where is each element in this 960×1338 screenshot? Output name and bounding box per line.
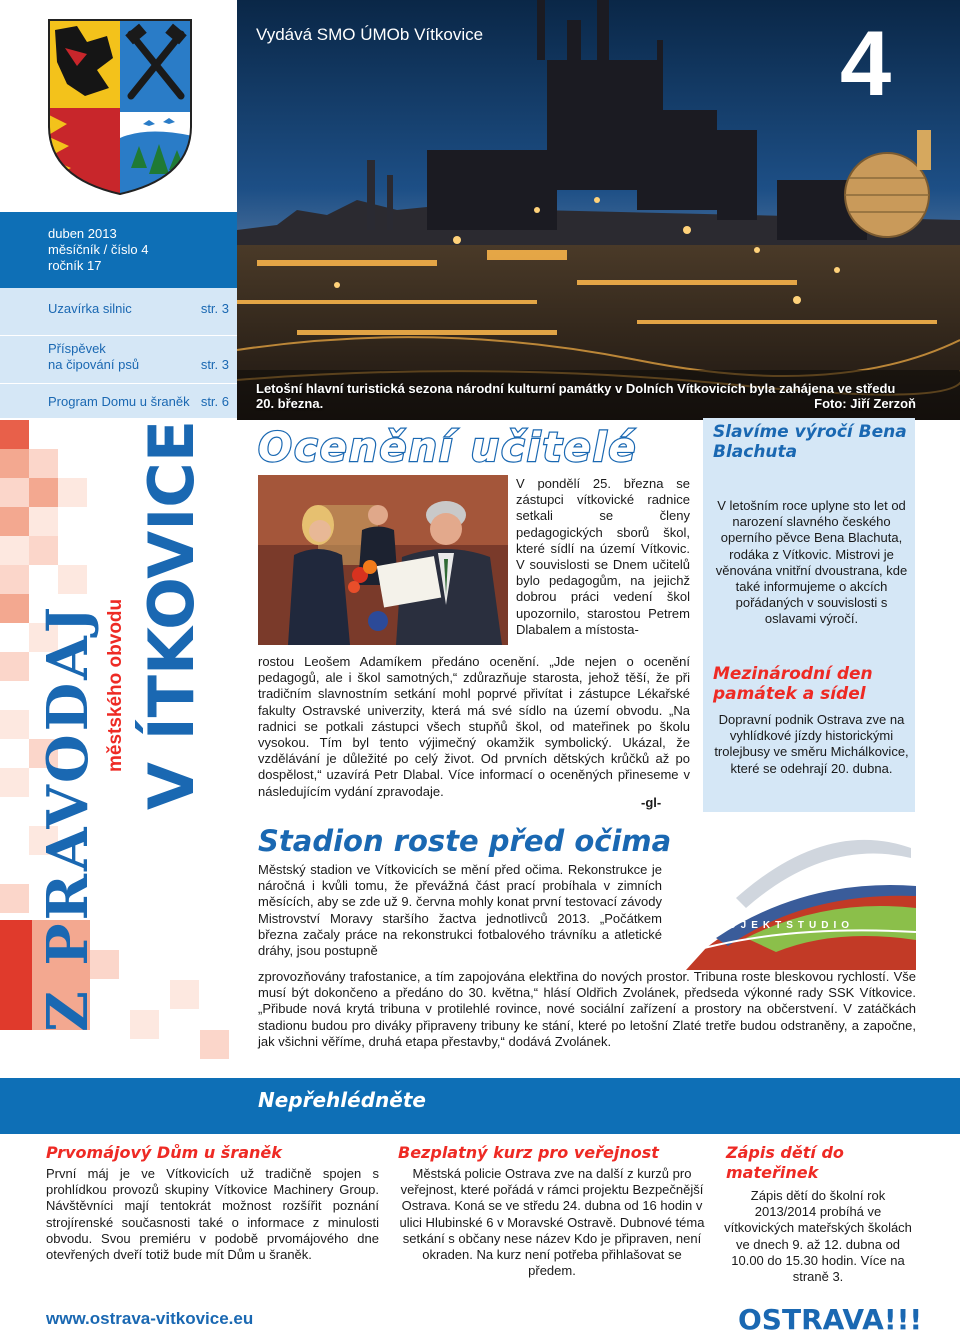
masthead-zpravodaj [35,432,101,1032]
stadium-paragraph-2: zprovozňovány trafostanice, a tím zapojována elektřina do nových prostor. Tribuna roste bleskovou rychlostí. Vše musí být dokončeno a předáno do 30. května,“ hlásí Oldřich Zvolánek, předseda výkonné rady SSK Vítkovice. „Přibude nová krytá tribuna v protilehlé rovince, nové sociální zařízení a prostory na občerstvení. V zatáčkách stadionu budou pro diváky připraveny tribuny ke stání, které po letošní Zlaté tretře budou odstraněny, a započne, jak všichni věříme, druhá etapa přestavby,“ dodává Zvolánek. [258,969,916,1049]
section-band [0,1078,960,1134]
mosaic-square [0,710,29,739]
toc-item-program[interactable] [0,384,237,418]
masthead-panel [0,420,237,1070]
website-link[interactable]: www.ostrava-vitkovice.eu [46,1309,254,1328]
toc-item-cipovani[interactable] [0,336,237,384]
mosaic-square [0,652,29,681]
mosaic-square [0,536,29,565]
bottom-text-zapis: Zápis dětí do školní rok 2013/2014 probíhá ve vítkovických mateřských školách ve dnech 9. až 12. dubna od 10.00 do 15.30 hodin. Více na straně 3. [724,1188,912,1285]
coat-of-arms-panel [0,0,237,212]
toc-item-title: Uzavírka silnic [48,301,132,316]
issue-info-box [0,212,237,288]
mosaic-square [0,478,29,507]
issue-volume: ročník 17 [48,258,102,273]
stadium-paragraph-1: Městský stadion ve Vítkovicích se mění před očima. Rekonstrukce je náročná i kvůli tomu, že převážná část prací probíhala v zimních měsících, aby se zde už 9. června mohly konat první testovací závody Mistrovství Moravy staršího žactva jednotlivců 2013. „Počátkem března začaly práce na rekonstrukci fotbalového trávníku a atletické dráhy, jsou postupně [258,862,662,959]
issue-periodicity: měsíčník / číslo 4 [48,242,149,257]
toc-item-uzavirka[interactable] [0,288,237,336]
toc-item-page: str. 3 [200,301,229,316]
mosaic-square [200,1030,229,1059]
mosaic-square [0,884,29,913]
mosaic-square [0,420,29,449]
photo-caption: Letošní hlavní turistická sezona národní kulturní památky v Dolních Vítkovicích byla zahájena ve středu 20. března. [256,381,896,411]
stadium-watermark: PROJEKTSTUDIO [704,920,855,931]
bottom-title-kurz: Bezplatný kurz pro veřejnost [398,1143,659,1162]
bottom-text-kurz: Městská policie Ostrava zve na další z kurzů pro veřejnost, které pořádá v rámci projektu Bezpečnější Ostrava. Koná se ve středu 24. dubna od 16 hodin v ulici Hlubinské 6 v Moravské Ostravě. Dubnové téma setkání s občany nese název Kdo je připraven, není okraden. Na kurz není potřeba přihlašovat se předem. [399,1166,705,1279]
news-sidebar [703,418,915,812]
article-paragraph-2: rostou Leošem Adamíkem předáno ocenění. „Jde nejen o ocenění pedagogů, ale i škol samotných,“ zdůrazňuje starosta, jehož těší, že při tradičním slavnostním setkání mohl poprvé přivítat i zástupce Lékařské fakulty Ostravské univerzity, která má své sídlo na území obvodu. „Na radnici se potkali zástupci všech stupňů škol, od mateřinek po školu vysokou. Tím byl tento výjimečný okamžik symbolický. Ukázal, že vzdělávání je důležité po celý život. Od prvních dětských krůčků až po dospělost,“ uzavírá Petr Dlabal. Více informací o oceněných přineseme v následujícím vydání zpravodaje. [258,654,690,799]
mosaic-square [0,507,29,536]
article-signature: -gl- [641,795,662,810]
stadium-visualisation [676,828,916,970]
toc-item-page: str. 3 [200,357,229,372]
issuer-label: Vydává SMO ÚMOb Vítkovice [256,25,484,44]
mosaic-square [0,920,32,1030]
toc-item-title-line2: na čipování psů [48,357,140,372]
ostrava-logo: OSTRAVA!!! [738,1303,923,1336]
mosaic-square [130,1010,159,1039]
mosaic-square [0,565,29,594]
issue-number: 4 [840,13,892,115]
bottom-title-zapis: Zápis dětí do mateřinek [726,1143,844,1182]
masthead-subtitle [104,532,128,772]
coat-of-arms-icon [47,18,193,196]
masthead-word1: Z PRAVODAJ [35,603,101,1032]
sidebar-title-blachut: Slavíme výročí Bena Blachuta [713,422,907,462]
article-paragraph-1: V pondělí 25. března se zástupci vítkovické radnice setkali se členy pedagogických sborů škol, které sídlí na území Vítkovic. V souvislosti se Dnem učitelů bylo pedagogům, na jejichž dobrou práci vedení škol upozornilo, starostou Petrem Dlabalem a místosta- [516,476,690,637]
mosaic-square [0,594,29,623]
sidebar-text-blachut: V letošním roce uplyne sto let od narození slavného českého operního pěvce Bena Blachuta, rodáka z Vítkovic. Mistrovi je věnována vnitřní dvoustrana, kde také informujeme o akcích pořádaných v souvislosti s oslavami výročí. [715,498,908,627]
toc-item-title: Příspěvek [48,341,106,356]
article-title-stadion: Stadion roste před očima [258,824,672,858]
mosaic-square [0,449,29,478]
issue-date: duben 2013 [48,226,117,241]
section-title-neprehlednete: Nepřehlédněte [258,1088,426,1112]
mosaic-square [170,980,199,1009]
masthead-word2: městského obvodu [105,598,126,772]
award-ceremony-photo [258,475,508,645]
mosaic-square [0,768,29,797]
toc-item-title: Program Domu u šraněk [48,394,190,409]
sidebar-text-pamatky: Dopravní podnik Ostrava zve na vyhlídkové jízdy historickými trolejbusy ve směru Michálkovice, které se odehrají 20. dubna. [714,712,909,776]
masthead-vitkovice [132,420,212,810]
bottom-title-prvomajovy: Prvomájový Dům u šraněk [46,1143,282,1162]
article-title-oceneni: Ocenění učitelé [258,425,638,471]
photo-credit: Foto: Jiří Zerzoň [814,396,916,411]
sidebar-title-pamatky: Mezinárodní den památek a sídel [713,664,873,704]
toc-item-page: str. 6 [200,394,229,409]
masthead-word3: V ÍTKOVICE [135,420,208,810]
bottom-text-prvomajovy: První máj je ve Vítkovicích už tradičně spojen s prohlídkou provozů skupiny Vítkovice Machinery Group. Návštěvníci mají tentokrát možnost rozšířit poznání strojírenské současnosti také o informace z minulosti obvodu. Svou premiéru v podobě prvomájového dne otevřených dveří totiž bude mít Dům u šraněk. [46,1166,379,1263]
